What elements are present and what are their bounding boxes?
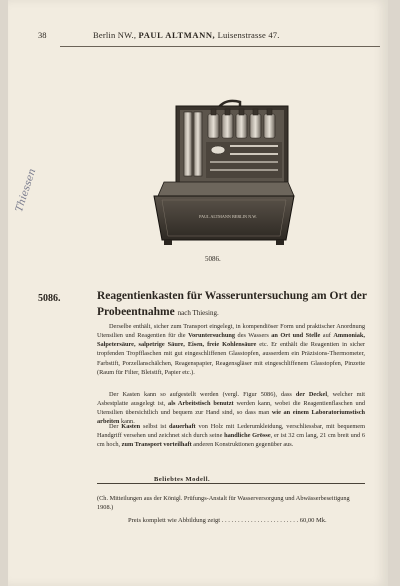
body-text: , er ist 32 cm lang, 21 cm breit und 6 cm hoch, [97,432,366,449]
header-divider [60,46,380,47]
handwritten-margin-note: Thiessen [14,167,39,214]
body-text: Derselbe enthält, sicher zum Transport eingelegt, in kompendiöser Form und praktischer Anordnung Utensilien und Reagentien für die [97,323,365,340]
body-text: Der [109,423,122,430]
emphasized-text: Kasten [121,423,141,430]
item-title [97,289,367,320]
reference-note: (Ch. Mitteilungen aus der Königl. Prüfungs-Anstalt für Wasserversorgung und Abwässerbeseitigung 1908.) [97,495,350,512]
emphasized-text: Voruntersuchung [188,332,236,340]
page-number: 38 [38,30,47,40]
body-text: kann. [119,418,135,426]
emphasized-text: an Ort und Stelle [271,332,321,340]
emphasized-text: dauerhaft [169,423,196,430]
section-rule [97,483,365,484]
body-text: von Holz mit Lederumkleidung, verschliessbar, mit bequemem Handgriff versehen und zeichnet sich durch seine [97,423,366,440]
header-city: Berlin NW., [93,30,137,40]
emphasized-text: zum Transport vorteilhaft [121,441,192,449]
emphasized-text: der Deckel [295,391,328,398]
emphasized-text: als Arbeitstisch benutzt [168,400,234,408]
page-header [38,30,368,44]
item-title-suffix: nach Thiesing. [177,308,219,317]
header-address [93,30,280,40]
body-text: , welcher mit Asbestplatte ausgelegt ist, [97,391,365,408]
figure-caption: 5086. [205,255,221,263]
body-text: Der Kasten kann so aufgestellt werden (vergl. Figur 5086), dass [109,391,296,398]
popular-model-label: Beliebtes Modell. [148,476,216,483]
item-title-text: Reagentienkasten für Wasseruntersuchung am Ort der Probeentnahme [97,290,367,318]
price-leader: . . . . . . . . . . . . . . . . . . . . . . . . [220,517,300,524]
lid-inscription: PAUL ALTMANN BERLIN N.W. [199,214,257,219]
item-number: 5086. [38,293,61,304]
header-street: Luisenstrasse 47. [217,30,280,40]
price-line [128,517,365,524]
reagent-case-illustration [148,98,298,250]
price-amount: 60,00 Mk. [299,517,327,524]
emphasized-text: handliche Grösse [224,432,271,440]
catalog-page [8,0,388,586]
header-company: PAUL ALTMANN, [138,30,216,40]
body-text: des Wassers [235,332,272,340]
body-text: auf [320,332,334,340]
price-label: Preis komplett wie Abbildung zeigt [128,517,221,524]
reagent-case-drawing [148,98,298,250]
body-text: selbst ist [140,423,170,430]
emphasized-text: wie an einem Laboratoriumstisch arbeiten [97,409,366,426]
emphasized-text: Ammoniak, Salpetersäure, salpetrige Säure, Eisen, freie Kohlensäure [97,332,365,349]
body-text: werden kann, wobei die Reagentienflaschen und Utensilien übersichtlich und bequem zur Hand sind, so dass man [97,400,366,417]
body-text: anderen Konstruktionen gegenüber aus. [191,441,294,449]
description-paragraph-3 [97,422,365,449]
description-paragraph-1 [97,322,365,377]
body-text: etc. Er enthält die Reagentien in sicher tropfenden Tropfflaschen mit gut eingeschliffenen Glasstopfen, ausserdem ein Präzisions-Thermometer, Farbstift, Porzellanschälchen, Reagenspapier, Reagensgläser mit eingeschliffenem Glasstopfen, Pinzette (Raum für Filter, Bleistift, Papier etc.). [97,341,365,376]
